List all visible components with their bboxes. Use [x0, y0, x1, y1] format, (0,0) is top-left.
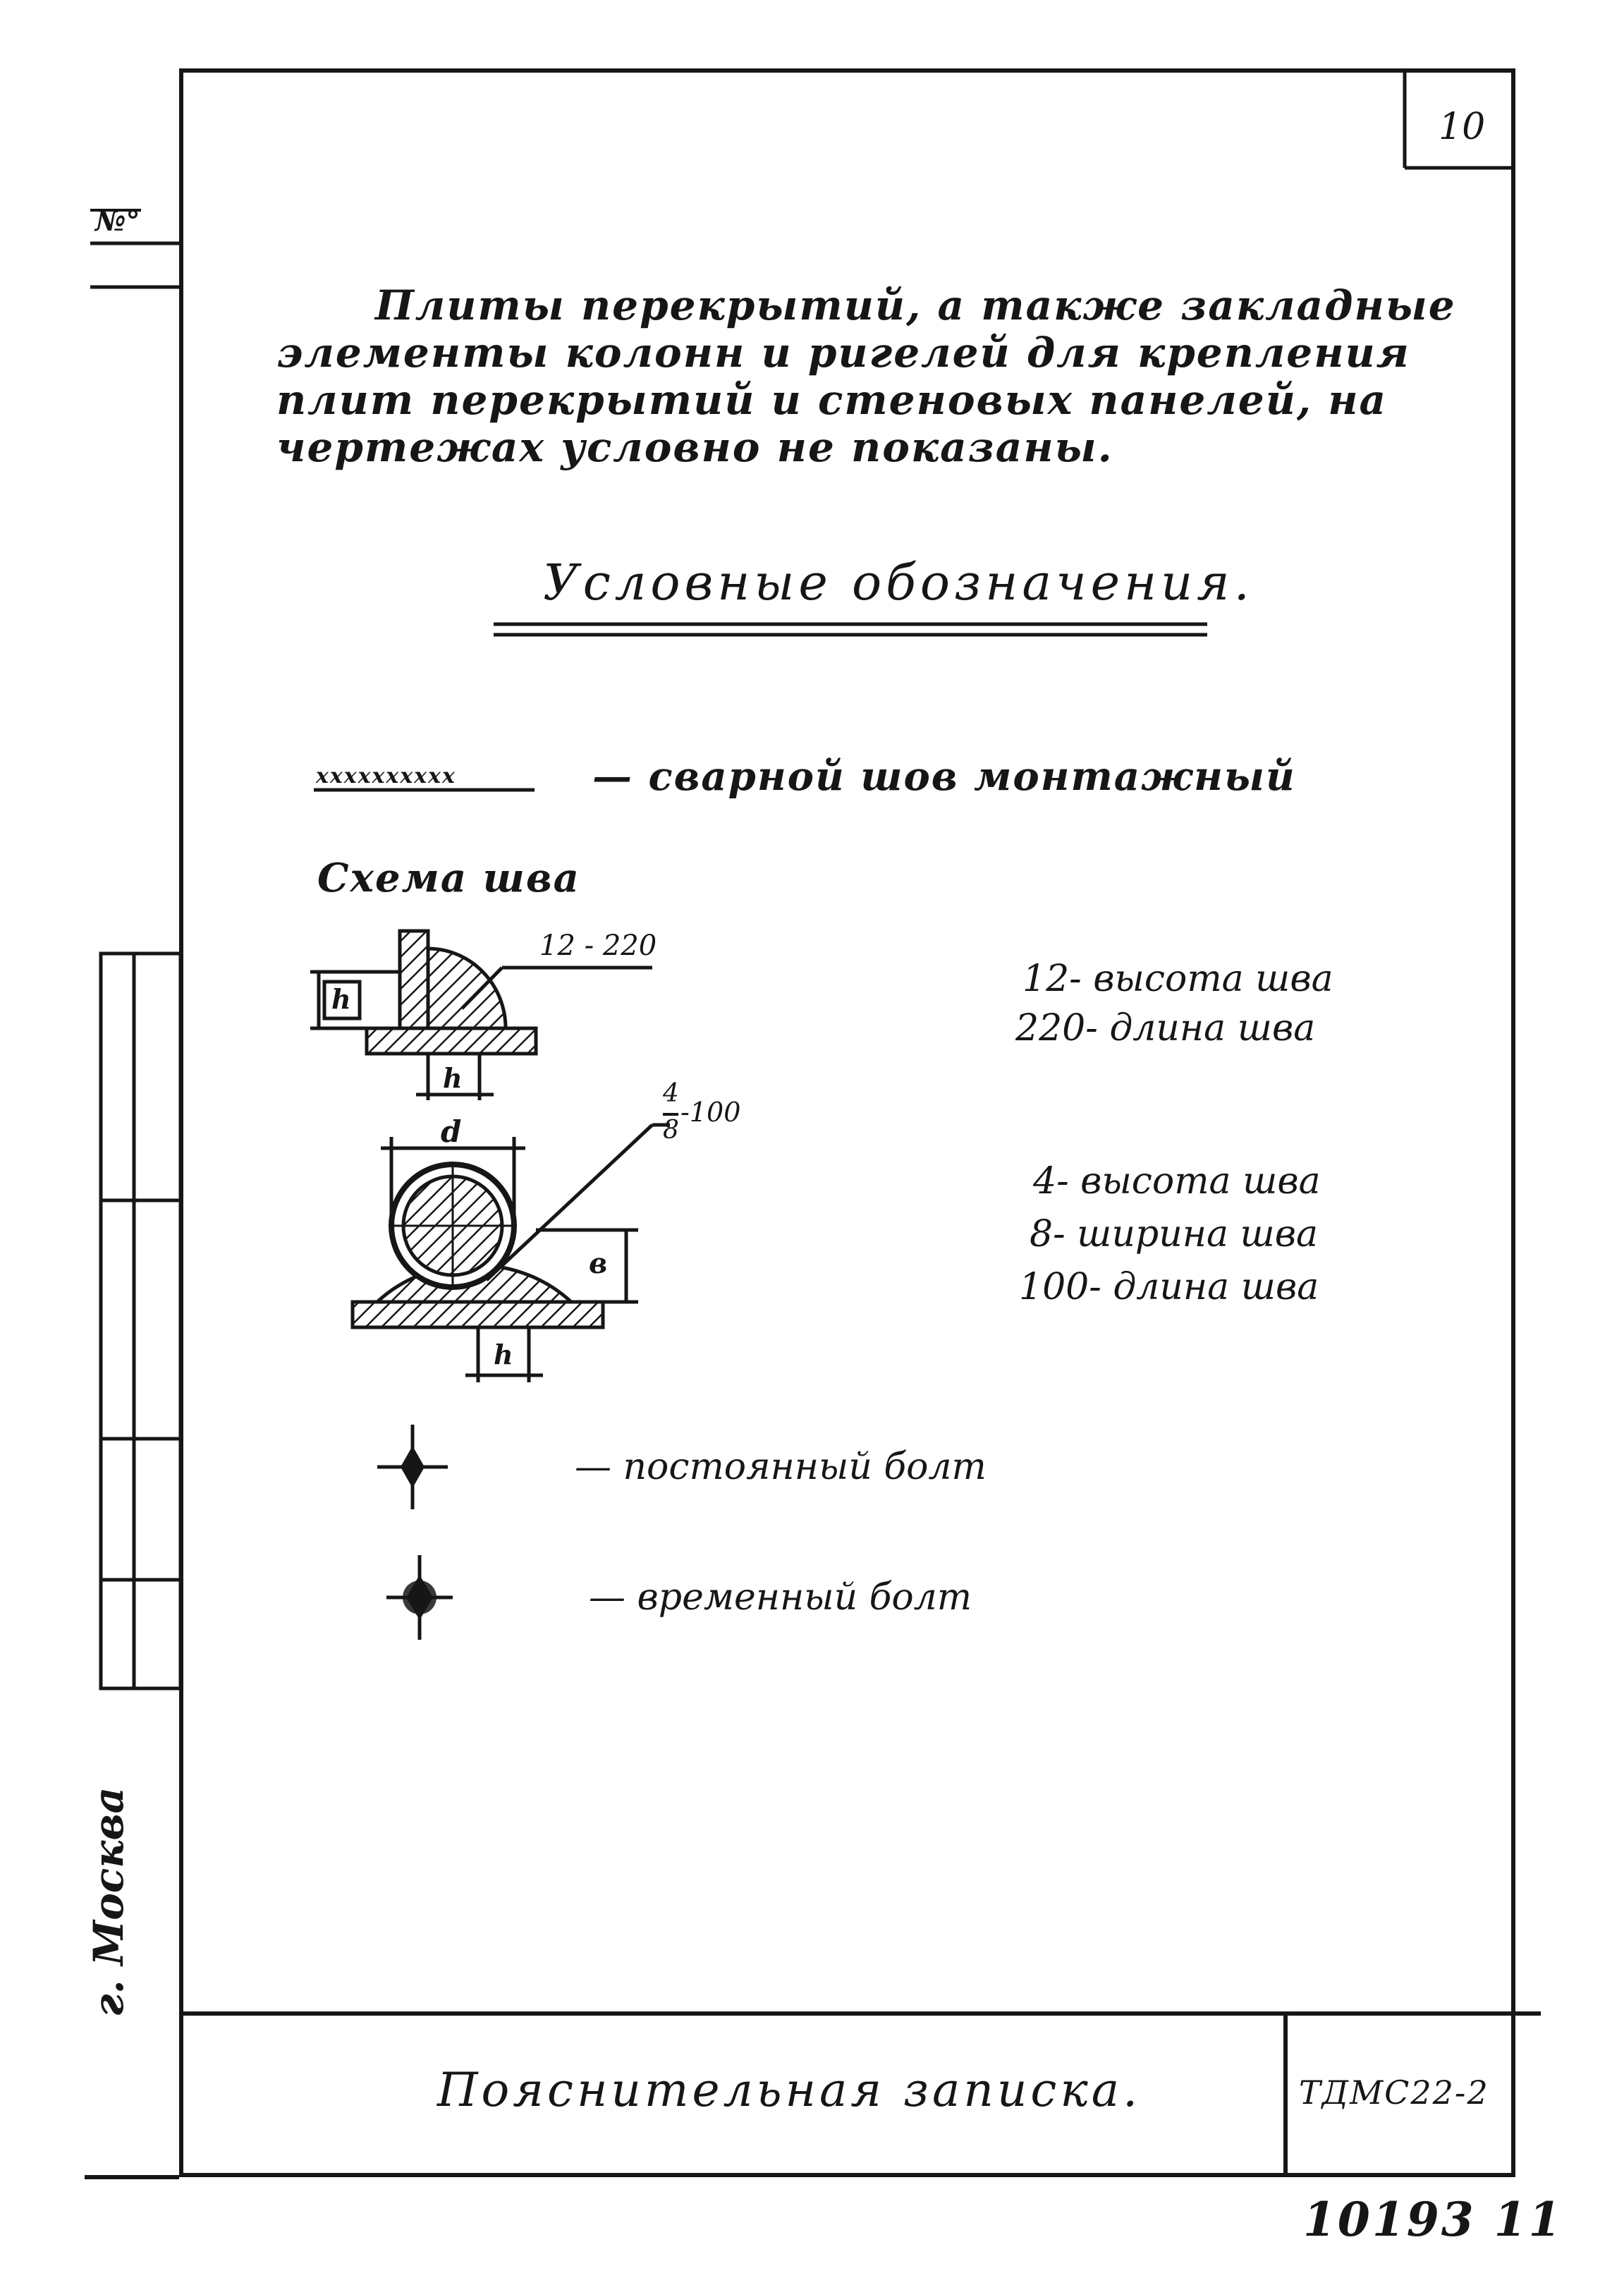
permanent-bolt-label: — постоянный болт [575, 1446, 987, 1488]
rod-dim-h: h [494, 1339, 513, 1370]
scheme-title: Схема шва [317, 855, 580, 901]
sheet-number: 10 [1439, 106, 1486, 148]
intro-line: элементы колонн и ригелей для крепления [276, 329, 1410, 377]
intro-line: Плиты перекрытий, а также закладные [375, 281, 1456, 329]
fillet-spec-height: 12- высота шва [1022, 958, 1333, 1000]
intro-line: чертежах условно не показаны. [276, 423, 1113, 471]
title-block-title: Пояснительная записка. [437, 2063, 1142, 2117]
left-stamp-table [101, 954, 181, 1688]
fillet-callout: 12 - 220 [539, 930, 657, 962]
rod-callout-denominator: 8 [663, 1116, 679, 1145]
fillet-spec-length: 220- длина шва [1015, 1007, 1316, 1049]
temporary-bolt-icon [386, 1555, 453, 1640]
temporary-bolt-label: — временный болт [589, 1576, 972, 1619]
rod-dim-b: в [589, 1247, 608, 1280]
permanent-bolt-icon [377, 1425, 448, 1509]
rod-dim-d: d [441, 1114, 462, 1149]
fillet-dim-h-bottom: h [443, 1062, 463, 1094]
legend-title-underline [494, 624, 1207, 635]
rod-callout-numerator: 4 [663, 1079, 679, 1108]
rod-spec-height: 4- высота шва [1033, 1160, 1321, 1202]
intro-paragraph [276, 281, 1456, 471]
left-margin-mark: №° [95, 205, 140, 238]
fillet-dim-h-left: h [331, 983, 351, 1015]
intro-line: плит перекрытий и стеновых панелей, на [276, 376, 1388, 424]
rod-weld-scheme [353, 1114, 678, 1382]
title-block-code: ТДМС22-2 [1299, 2073, 1489, 2112]
legend-title: Условные обозначения. [543, 554, 1254, 611]
weld-line-symbol: xxxxxxxxxx [316, 764, 456, 788]
weld-label: — сварной шов монтажный [592, 753, 1296, 800]
rod-callout-length: -100 [680, 1097, 741, 1128]
rod-spec-width: 8- ширина шва [1030, 1213, 1319, 1255]
city-label: г. Москва [85, 1786, 133, 2017]
archive-number: 10193 11 [1303, 2192, 1563, 2247]
rod-spec-length: 100- длина шва [1019, 1266, 1319, 1308]
